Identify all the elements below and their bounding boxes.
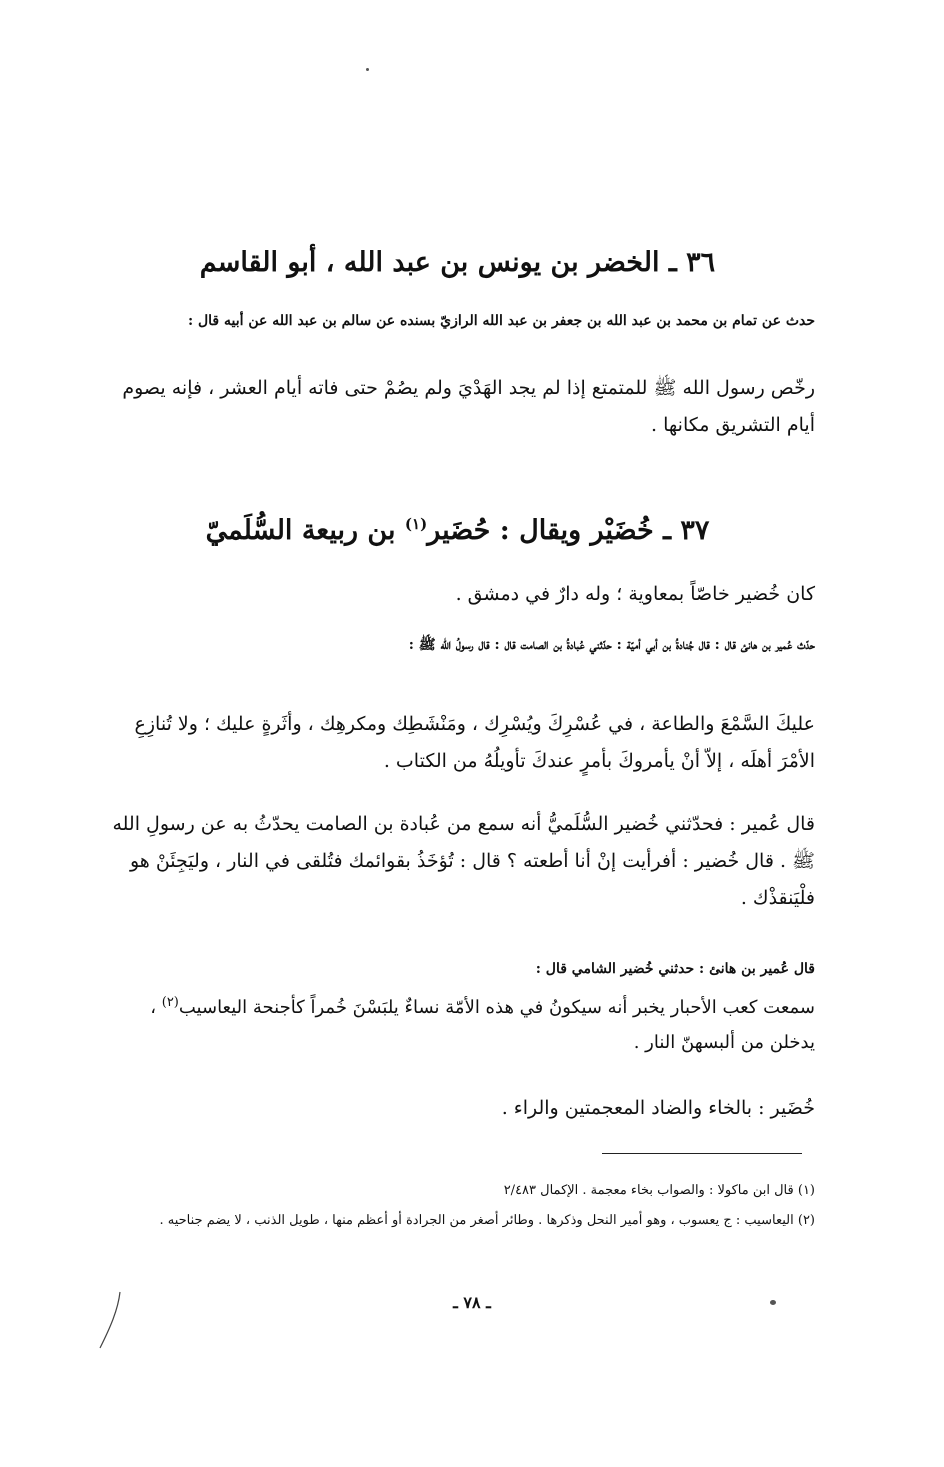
footnote-ref-1: (١) (404, 515, 428, 533)
entry-37-heading (100, 512, 815, 550)
entry-37-hadith-2 (100, 990, 815, 1060)
entry-36-text: رخّص رسول الله ﷺ للمتمتع إذا لم يجد الهَدْيَ ولم يصُمْ حتى فاته أيام العشر ، فإنه يصوم أيام التشريق مكانها . (122, 377, 815, 436)
entry-37-isnad-2: قال عُمير بن هانئ : حدثني خُضير الشامي قال : (535, 961, 815, 977)
footnote-separator (602, 1153, 802, 1154)
scan-speck (770, 1300, 776, 1305)
entry-37-hadith-2-part-a: سمعت كعب الأحبار يخبر أنه سيكونُ في هذه الأمّة نساءٌ يلبَسْنَ خُمراً كأجنحة اليعاسيب (178, 997, 815, 1018)
page-number: ـ ٧٨ ـ (453, 1293, 491, 1312)
footnote-ref-2: (٢) (161, 995, 179, 1010)
entry-36-heading: ٣٦ ـ الخضر بن يونس بن عبد الله ، أبو القاسم (199, 247, 716, 278)
entry-37-spelling-note: خُضَير : بالخاء والضاد المعجمتين والراء . (501, 1097, 815, 1119)
entry-37-heading-tail: بن ربيعة السُّلَميّ (205, 515, 405, 546)
footnote-1: (١) قال ابن ماكولا : والصواب بخاء معجمة . الإكمال ٢/٤٨٣ (503, 1183, 815, 1198)
entry-37-heading-main: ٣٧ ـ خُضَيْر ويقال : حُضَير (427, 515, 710, 546)
entry-37-intro: كان خُضير خاصّاً بمعاوية ؛ وله دارٌ في دمشق . (455, 583, 815, 605)
entry-37-isnad-1: حدّث عُمير بن هانئ قال : قال جُنادةُ بن أبي أميّة : حدّثني عُبادةُ بن الصامت قال : قال رسولُ الله ﷺ : (408, 637, 815, 653)
pen-stroke-mark (96, 1290, 126, 1350)
entry-37-hadith-1: عليكَ السَّمْعَ والطاعة ، في عُسْرِكَ ويُسْرِك ، ومَنْشَطِك ومكرهِك ، وأثَرةٍ عليك ؛ ولا تُنازِعِ الأمْرَ أهلَه ، إلاّ أنْ يأمروكَ بأمرٍ عندكَ تأويلُهُ من الكتاب . (134, 713, 815, 772)
entry-36-isnad: حدث عن تمام بن محمد بن عبد الله بن جعفر بن عبد الله الرازيّ بسنده عن سالم بن عبد الله عن أبيه قال : (187, 313, 815, 329)
entry-37-narration: قال عُمير : فحدّثني خُضير السُّلَميُّ أنه سمع من عُبادة بن الصامت يحدّثُ به عن رسولِ الله ﷺ . قال خُضير : أفرأيت إنْ أنا أطعته ؟ قال : تُؤخَذُ بقوائمك فتُلقى في النار ، وليَجِئَنْ هو فلْيَنقذْك . (112, 813, 815, 909)
footnote-2: (٢) اليعاسيب : ج يعسوب ، وهو أمير النحل وذكرها . وطائر أصغر من الجرادة أو أعظم منها ، طويل الذنب ، لا يضم جناحيه . (159, 1213, 815, 1228)
scan-speck (366, 68, 369, 71)
entry-37-hadith-2-part-b: ، يدخلن من ألبسهنّ النار . (150, 997, 815, 1053)
